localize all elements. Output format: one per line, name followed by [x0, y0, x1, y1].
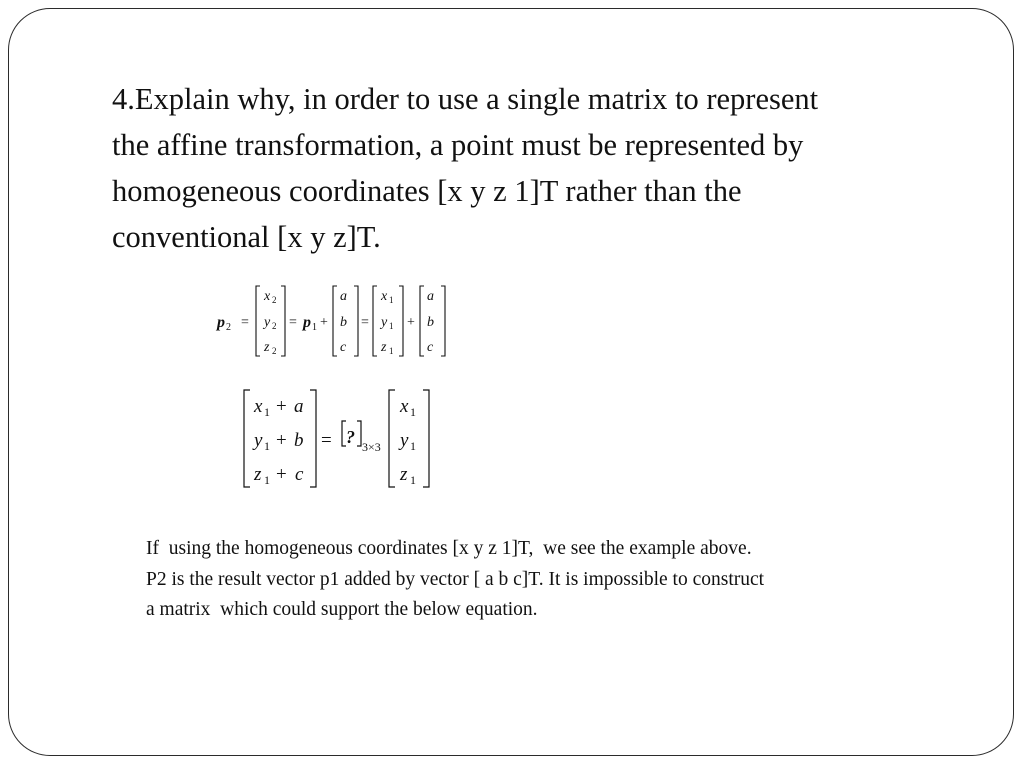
equals-sign: =: [361, 315, 369, 330]
p1-subscript: 1: [312, 322, 317, 333]
p2-subscript: 2: [226, 322, 231, 333]
matrix-question-equation: [240, 388, 440, 492]
matrix-entry-subscript: 1: [264, 473, 270, 487]
matrix-entry-subscript: 1: [410, 473, 416, 487]
matrix-entry: a: [340, 289, 347, 304]
matrix-entry-subscript: 2: [272, 346, 277, 356]
matrix-entry: c: [295, 464, 304, 485]
explanation-line: a matrix which could support the below equation.: [146, 599, 538, 620]
matrix-entry-subscript: 2: [272, 295, 277, 305]
equals-sign: =: [321, 430, 332, 451]
matrix-entry: b: [427, 315, 434, 330]
question-line: conventional [x y z]T.: [112, 220, 381, 254]
matrix-entry: x: [400, 396, 409, 417]
matrix-entry-subscript: 1: [389, 346, 394, 356]
unknown-matrix: ?: [346, 427, 355, 447]
matrix-entry-subscript: 1: [264, 405, 270, 419]
plus-sign: +: [276, 396, 287, 417]
matrix-entry-subscript: 1: [410, 439, 416, 453]
matrix-entry: x: [264, 289, 271, 304]
plus-sign: +: [276, 464, 287, 485]
matrix-entry-subscript: 1: [389, 295, 394, 305]
question-line: the affine transformation, a point must be represented by: [112, 128, 804, 162]
matrix-entry: x: [254, 396, 263, 417]
matrix-entry-subscript: 2: [272, 321, 277, 331]
matrix-entry-subscript: 1: [410, 405, 416, 419]
question-line: homogeneous coordinates [x y z 1]T rather than the: [112, 174, 742, 208]
matrix-entry: z: [264, 340, 270, 355]
matrix-entry: y: [400, 430, 409, 451]
matrix-entry: y: [264, 315, 271, 330]
matrix-entry-subscript: 1: [389, 321, 394, 331]
matrix-entry: y: [254, 430, 263, 451]
matrix-entry: c: [340, 340, 347, 355]
plus-sign: +: [276, 430, 287, 451]
matrix-entry: x: [381, 289, 388, 304]
matrix-entry: y: [381, 315, 388, 330]
equals-sign: =: [241, 315, 249, 330]
plus-sign: +: [407, 315, 415, 330]
matrix-entry: z: [400, 464, 408, 485]
explanation-line: If using the homogeneous coordinates [x y z 1]T, we see the example above.: [146, 538, 752, 559]
question-line: 4.Explain why, in order to use a single matrix to represent: [112, 82, 819, 116]
equals-sign: =: [289, 315, 297, 330]
p2-symbol: p: [217, 314, 225, 331]
translation-equation: [215, 282, 455, 362]
matrix-entry: c: [427, 340, 434, 355]
matrix-entry: z: [254, 464, 262, 485]
matrix-entry: b: [294, 430, 304, 451]
matrix-entry: a: [294, 396, 304, 417]
matrix-entry-subscript: 1: [264, 439, 270, 453]
matrix-entry: a: [427, 289, 434, 304]
explanation-line: P2 is the result vector p1 added by vector [ a b c]T. It is impossible to construct: [146, 568, 765, 590]
matrix-entry: b: [340, 315, 347, 330]
p1-symbol: p: [303, 314, 311, 331]
matrix-entry: z: [381, 340, 387, 355]
explanation-text: [146, 534, 906, 626]
matrix-dimension: 3×3: [362, 440, 381, 454]
plus-sign: +: [320, 315, 328, 330]
question-text: [112, 76, 942, 260]
